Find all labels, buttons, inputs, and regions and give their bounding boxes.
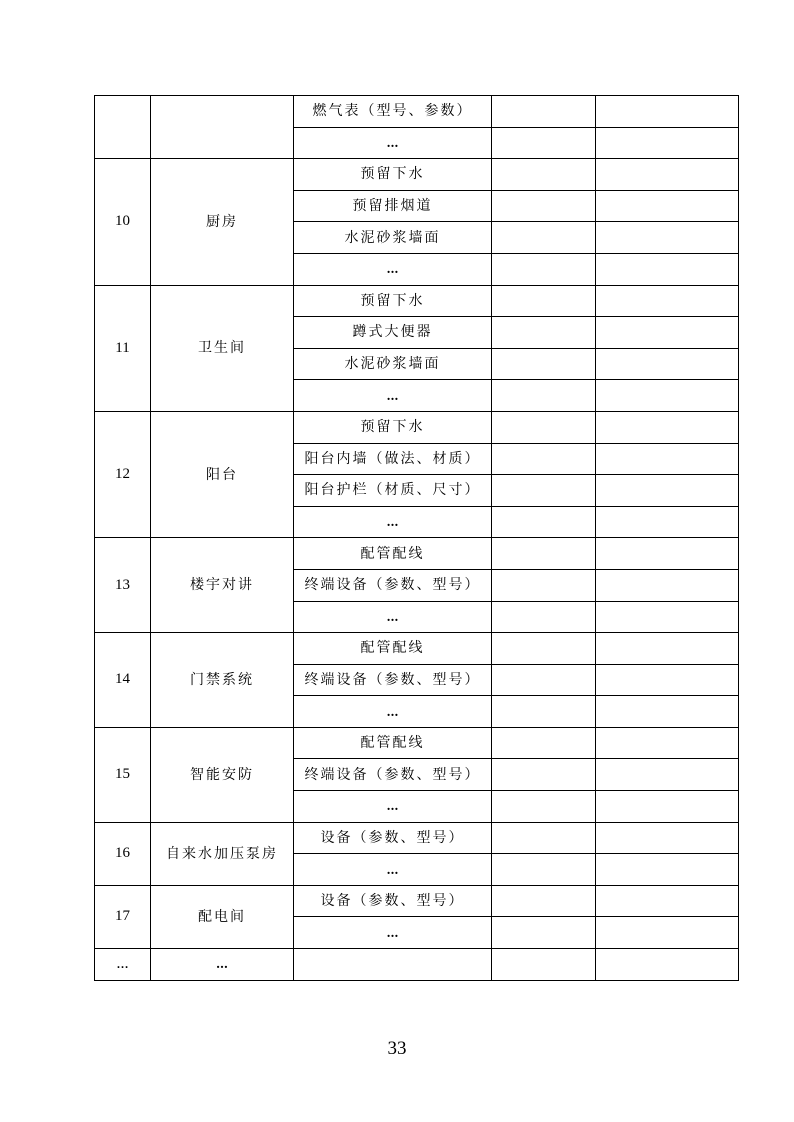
blank-cell xyxy=(596,822,739,854)
location-cell: 门禁系统 xyxy=(151,633,294,728)
item-number-cell: 12 xyxy=(95,411,151,537)
item-number-cell: 16 xyxy=(95,822,151,885)
check-item-cell: 终端设备（参数、型号） xyxy=(294,759,492,791)
blank-cell xyxy=(492,411,596,443)
blank-cell xyxy=(596,222,739,254)
blank-cell xyxy=(596,443,739,475)
item-number-cell: … xyxy=(95,949,151,981)
blank-cell xyxy=(492,506,596,538)
item-number-cell xyxy=(95,96,151,159)
blank-cell xyxy=(492,538,596,570)
check-item-cell: 预留下水 xyxy=(294,411,492,443)
blank-cell xyxy=(596,633,739,665)
blank-cell xyxy=(492,917,596,949)
blank-cell xyxy=(492,759,596,791)
blank-cell xyxy=(596,96,739,128)
table-row xyxy=(95,411,739,443)
blank-cell xyxy=(492,569,596,601)
table-row xyxy=(95,822,739,854)
check-item-cell: … xyxy=(294,380,492,412)
check-item-cell: 设备（参数、型号） xyxy=(294,885,492,917)
item-number-cell: 17 xyxy=(95,885,151,948)
location-cell: 卫生间 xyxy=(151,285,294,411)
blank-cell xyxy=(596,759,739,791)
location-cell: 配电间 xyxy=(151,885,294,948)
table-row xyxy=(95,949,739,981)
check-item-cell: 配管配线 xyxy=(294,633,492,665)
check-item-cell xyxy=(294,949,492,981)
check-item-cell: … xyxy=(294,127,492,159)
check-item-cell: … xyxy=(294,601,492,633)
blank-cell xyxy=(492,443,596,475)
check-item-cell: … xyxy=(294,854,492,886)
location-cell xyxy=(151,96,294,159)
item-number-cell: 10 xyxy=(95,159,151,285)
blank-cell xyxy=(492,222,596,254)
blank-cell xyxy=(492,727,596,759)
blank-cell xyxy=(492,885,596,917)
check-item-cell: 阳台内墙（做法、材质） xyxy=(294,443,492,475)
blank-cell xyxy=(492,854,596,886)
check-item-cell: 水泥砂浆墙面 xyxy=(294,348,492,380)
blank-cell xyxy=(492,633,596,665)
check-item-cell: … xyxy=(294,696,492,728)
blank-cell xyxy=(596,854,739,886)
check-item-cell: 预留下水 xyxy=(294,159,492,191)
check-item-cell: 配管配线 xyxy=(294,538,492,570)
blank-cell xyxy=(596,949,739,981)
blank-cell xyxy=(492,791,596,823)
blank-cell xyxy=(492,475,596,507)
blank-cell xyxy=(596,380,739,412)
check-item-cell: … xyxy=(294,791,492,823)
location-cell: 智能安防 xyxy=(151,727,294,822)
check-item-cell: 终端设备（参数、型号） xyxy=(294,569,492,601)
blank-cell xyxy=(596,159,739,191)
blank-cell xyxy=(492,822,596,854)
blank-cell xyxy=(596,569,739,601)
blank-cell xyxy=(492,348,596,380)
blank-cell xyxy=(492,664,596,696)
blank-cell xyxy=(492,285,596,317)
blank-cell xyxy=(596,885,739,917)
item-number-cell: 15 xyxy=(95,727,151,822)
table-row xyxy=(95,885,739,917)
blank-cell xyxy=(596,696,739,728)
table-row xyxy=(95,96,739,128)
inspection-table xyxy=(94,95,739,981)
table-row xyxy=(95,159,739,191)
check-item-cell: … xyxy=(294,253,492,285)
location-cell: … xyxy=(151,949,294,981)
location-cell: 厨房 xyxy=(151,159,294,285)
check-item-cell: 燃气表（型号、参数） xyxy=(294,96,492,128)
check-item-cell: … xyxy=(294,506,492,538)
location-cell: 自来水加压泵房 xyxy=(151,822,294,885)
check-item-cell: 配管配线 xyxy=(294,727,492,759)
blank-cell xyxy=(492,159,596,191)
check-item-cell: 水泥砂浆墙面 xyxy=(294,222,492,254)
location-cell: 阳台 xyxy=(151,411,294,537)
blank-cell xyxy=(596,190,739,222)
item-number-cell: 11 xyxy=(95,285,151,411)
blank-cell xyxy=(596,791,739,823)
blank-cell xyxy=(492,380,596,412)
check-item-cell: 设备（参数、型号） xyxy=(294,822,492,854)
blank-cell xyxy=(596,506,739,538)
blank-cell xyxy=(596,127,739,159)
blank-cell xyxy=(596,601,739,633)
blank-cell xyxy=(492,190,596,222)
check-item-cell: 蹲式大便器 xyxy=(294,317,492,349)
table-row xyxy=(95,538,739,570)
blank-cell xyxy=(492,253,596,285)
check-item-cell: 预留下水 xyxy=(294,285,492,317)
item-number-cell: 13 xyxy=(95,538,151,633)
check-item-cell: 预留排烟道 xyxy=(294,190,492,222)
blank-cell xyxy=(492,96,596,128)
check-item-cell: 阳台护栏（材质、尺寸） xyxy=(294,475,492,507)
blank-cell xyxy=(596,411,739,443)
blank-cell xyxy=(596,475,739,507)
blank-cell xyxy=(596,317,739,349)
item-number-cell: 14 xyxy=(95,633,151,728)
blank-cell xyxy=(596,727,739,759)
blank-cell xyxy=(492,949,596,981)
location-cell: 楼宇对讲 xyxy=(151,538,294,633)
blank-cell xyxy=(596,285,739,317)
table-row xyxy=(95,633,739,665)
blank-cell xyxy=(596,538,739,570)
table-row xyxy=(95,727,739,759)
check-item-cell: 终端设备（参数、型号） xyxy=(294,664,492,696)
blank-cell xyxy=(492,696,596,728)
table-row xyxy=(95,285,739,317)
blank-cell xyxy=(596,348,739,380)
blank-cell xyxy=(596,917,739,949)
page-number: 33 xyxy=(387,1038,407,1059)
blank-cell xyxy=(492,601,596,633)
blank-cell xyxy=(596,253,739,285)
blank-cell xyxy=(492,317,596,349)
check-item-cell: … xyxy=(294,917,492,949)
blank-cell xyxy=(492,127,596,159)
blank-cell xyxy=(596,664,739,696)
